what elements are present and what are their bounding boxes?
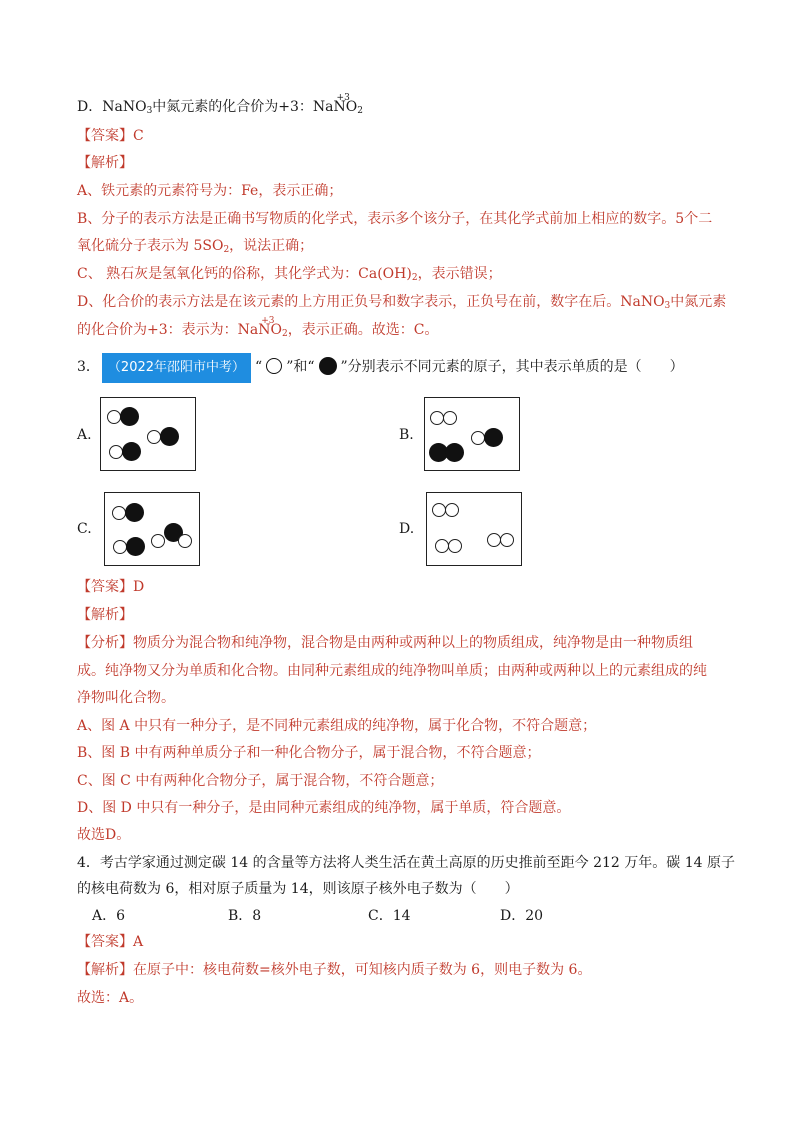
q3-analysis-b: B、图 B 中有两种单质分子和一种化合物分子，属于混合物，不符合题意； bbox=[77, 745, 541, 761]
solid-atom bbox=[120, 407, 139, 426]
option-d-label: D. bbox=[399, 521, 415, 537]
source-tag[interactable]: （2022年邵阳市中考） bbox=[102, 353, 251, 383]
q2-answer: 【答案】C bbox=[77, 128, 144, 144]
q4-choice-b: B．8 bbox=[228, 908, 262, 924]
q3-analysis-a: A、图 A 中只有一种分子，是不同种元素组成的纯净物，属于化合物，不符合题意； bbox=[77, 718, 597, 734]
q2-analysis-label: 【解析】 bbox=[77, 155, 133, 171]
option-b-label: B. bbox=[399, 427, 414, 443]
q4-choice-c: C．14 bbox=[368, 908, 411, 924]
open-atom bbox=[107, 410, 121, 424]
open-atom bbox=[151, 534, 165, 548]
solid-atom bbox=[126, 537, 145, 556]
option-a-label: A. bbox=[77, 427, 92, 443]
q3-fenxi-2: 成。纯净物又分为单质和化合物。由同种元素组成的纯净物叫单质；由两种或两种以上的元素组成的纯 bbox=[77, 663, 707, 679]
solid-atom bbox=[125, 503, 144, 522]
q2-analysis-a: A、铁元素的元素符号为：Fe，表示正确； bbox=[77, 183, 343, 199]
q2-analysis-d1: D、化合价的表示方法是在该元素的上方用正负号和数字表示，正负号在前，数字在后。NaNO$_3$中氮元素 bbox=[77, 294, 727, 311]
option-d-diagram bbox=[426, 492, 522, 566]
q3-analysis-d: D、图 D 中只有一种分子，是由同种元素组成的纯净物，属于单质，符合题意。 bbox=[77, 800, 571, 816]
q4-stem-2: 的核电荷数为 6，相对原子质量为 14，则该原子核外电子数为（ ） bbox=[77, 881, 519, 897]
q3-fenxi-3: 净物叫化合物。 bbox=[77, 690, 175, 706]
q2-analysis-b1: B、分子的表示方法是正确书写物质的化学式，表示多个该分子，在其化学式前加上相应的数字。5个二 bbox=[77, 211, 713, 227]
q2-analysis-b2: 氧化硫分子表示为 $5SO_2$，说法正确； bbox=[77, 238, 314, 255]
q3-fenxi-1: 【分析】物质分为混合物和纯净物，混合物是由两种或两种以上的物质组成，纯净物是由一种物质组 bbox=[77, 635, 693, 651]
option-b-diagram bbox=[424, 397, 520, 471]
open-atom bbox=[500, 533, 514, 547]
q3-analysis-c: C、图 C 中有两种化合物分子，属于混合物，不符合题意； bbox=[77, 773, 444, 789]
open-atom bbox=[109, 445, 123, 459]
option-c-diagram bbox=[104, 492, 200, 566]
open-atom bbox=[487, 533, 501, 547]
solid-atom bbox=[445, 443, 464, 462]
q4-answer: 【答案】A bbox=[77, 934, 144, 950]
q3-conclusion: 故选D。 bbox=[77, 827, 131, 843]
open-atom bbox=[435, 539, 449, 553]
option-c-label: C. bbox=[77, 521, 92, 537]
open-atom bbox=[112, 506, 126, 520]
open-atom bbox=[178, 534, 192, 548]
open-atom bbox=[443, 411, 457, 425]
open-atom bbox=[430, 411, 444, 425]
open-atom bbox=[448, 539, 462, 553]
open-atom bbox=[471, 431, 485, 445]
option-a-diagram bbox=[100, 397, 196, 471]
q4-stem-1: 4．考古学家通过测定碳 14 的含量等方法将人类生活在黄土高原的历史推前至距今 212 万年。碳 14 原子 bbox=[77, 855, 735, 871]
open-atom bbox=[113, 540, 127, 554]
solid-atom-icon bbox=[319, 357, 337, 375]
open-atom bbox=[432, 503, 446, 517]
open-atom bbox=[147, 430, 161, 444]
q4-choice-d: D．20 bbox=[500, 908, 544, 924]
q2-option-d: D．NaNO$_3$中氮元素的化合价为+3：Na +3 $NO_2$ bbox=[77, 93, 363, 116]
q3-analysis-label: 【解析】 bbox=[77, 607, 133, 623]
q3-stem: 3． （2022年邵阳市中考） “ ”和“ ”分别表示不同元素的原子，其中表示单质的是（ ） bbox=[77, 352, 684, 383]
open-atom-icon bbox=[266, 358, 282, 374]
open-atom bbox=[445, 503, 459, 517]
q2-analysis-c: C、 熟石灰是氢氧化钙的俗称，其化学式为：$Ca(OH)_2$，表示错误； bbox=[77, 266, 502, 283]
q4-analysis: 【解析】在原子中：核电荷数=核外电子数，可知核内质子数为 6，则电子数为 6。 bbox=[77, 962, 592, 978]
solid-atom bbox=[160, 427, 179, 446]
solid-atom bbox=[484, 428, 503, 447]
q3-answer: 【答案】D bbox=[77, 579, 145, 595]
q4-conclusion: 故选：A。 bbox=[77, 990, 144, 1006]
q2-analysis-d2: 的化合价为+3：表示为：Na +3 $NO_2$，表示正确。故选：C。 bbox=[77, 316, 439, 339]
q4-choice-a: A．6 bbox=[92, 908, 126, 924]
solid-atom bbox=[122, 442, 141, 461]
